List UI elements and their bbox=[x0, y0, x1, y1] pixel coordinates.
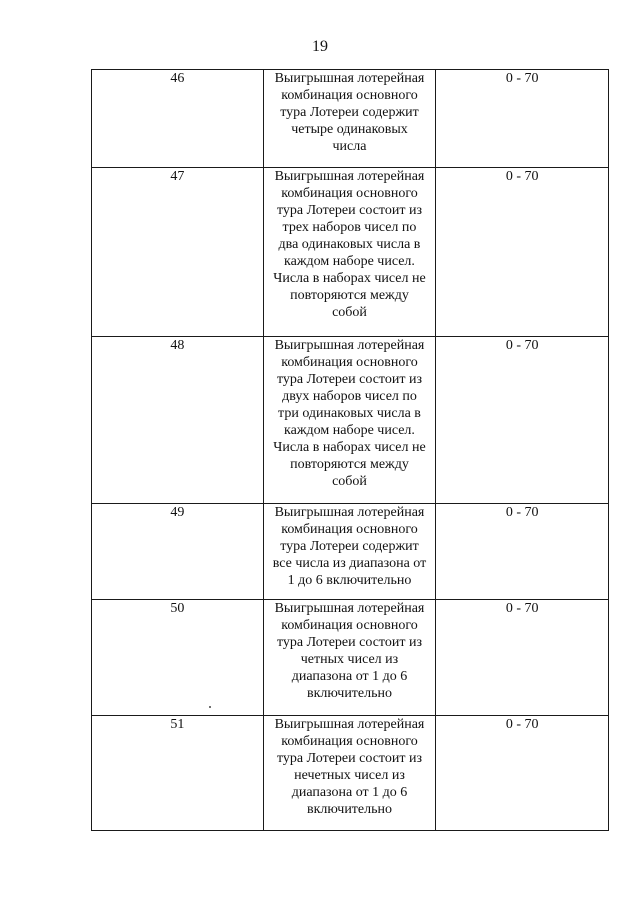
row-number: 51 bbox=[92, 716, 264, 831]
description-line: повторяются между bbox=[290, 457, 409, 472]
row-number: 46 bbox=[92, 70, 264, 168]
row-description bbox=[263, 504, 436, 600]
table-row bbox=[92, 168, 609, 337]
description-line: трех наборов чисел по bbox=[282, 220, 417, 235]
description-line: комбинация основного bbox=[281, 618, 418, 633]
lottery-combinations-table bbox=[91, 69, 609, 831]
description-line: комбинация основного bbox=[281, 522, 418, 537]
row-description bbox=[263, 716, 436, 831]
description-line: три одинаковых числа в bbox=[278, 406, 421, 421]
description-line: Выигрышная лотерейная bbox=[274, 338, 425, 353]
description-line: повторяются между bbox=[290, 288, 409, 303]
description-line: включительно bbox=[306, 686, 393, 701]
row-description bbox=[263, 337, 436, 504]
description-line: Выигрышная лотерейная bbox=[274, 505, 425, 520]
description-line: тура Лотереи состоит из bbox=[276, 372, 422, 387]
row-value: 0 - 70 bbox=[436, 600, 609, 716]
row-description bbox=[263, 70, 436, 168]
description-line: тура Лотереи состоит из bbox=[276, 751, 422, 766]
description-line: 1 до 6 включительно bbox=[287, 573, 412, 588]
description-line: комбинация основного bbox=[281, 734, 418, 749]
description-line: Выигрышная лотерейная bbox=[274, 601, 425, 616]
row-number: 49 bbox=[92, 504, 264, 600]
description-line: комбинация основного bbox=[281, 186, 418, 201]
table-row bbox=[92, 600, 609, 716]
description-line: собой bbox=[332, 305, 367, 320]
row-number: 47 bbox=[92, 168, 264, 337]
table-row bbox=[92, 716, 609, 831]
row-description bbox=[263, 168, 436, 337]
row-value: 0 - 70 bbox=[436, 168, 609, 337]
row-number: 50 bbox=[92, 600, 264, 716]
description-line: Выигрышная лотерейная bbox=[274, 717, 425, 732]
description-line: четных чисел из bbox=[300, 652, 399, 667]
description-line: Выигрышная лотерейная bbox=[274, 169, 425, 184]
description-line: диапазона от 1 до 6 bbox=[291, 785, 408, 800]
description-line: все числа из диапазона от bbox=[272, 556, 427, 571]
description-line: включительно bbox=[306, 802, 393, 817]
table-row bbox=[92, 337, 609, 504]
description-line: двух наборов чисел по bbox=[282, 389, 417, 404]
description-line: каждом наборе чисел. bbox=[284, 423, 415, 438]
row-number: 48 bbox=[92, 337, 264, 504]
page-number: 19 bbox=[312, 38, 328, 55]
description-line: тура Лотереи содержит bbox=[280, 105, 419, 120]
description-line: диапазона от 1 до 6 bbox=[291, 669, 408, 684]
description-line: собой bbox=[332, 474, 367, 489]
row-value: 0 - 70 bbox=[436, 504, 609, 600]
description-line: тура Лотереи состоит из bbox=[276, 635, 422, 650]
description-line: числа bbox=[332, 139, 367, 154]
description-line: четыре одинаковых bbox=[291, 122, 408, 137]
description-line: комбинация основного bbox=[281, 355, 418, 370]
description-line: два одинаковых числа в bbox=[278, 237, 421, 252]
description-line: нечетных чисел из bbox=[294, 768, 405, 783]
row-description bbox=[263, 600, 436, 716]
description-line: Выигрышная лотерейная bbox=[274, 71, 425, 86]
description-line: тура Лотереи содержит bbox=[280, 539, 419, 554]
row-value: 0 - 70 bbox=[436, 716, 609, 831]
table-row bbox=[92, 504, 609, 600]
description-line: каждом наборе чисел. bbox=[284, 254, 415, 269]
description-line: тура Лотереи состоит из bbox=[276, 203, 422, 218]
table-row bbox=[92, 70, 609, 168]
description-line: Числа в наборах чисел не bbox=[273, 271, 426, 286]
row-value: 0 - 70 bbox=[436, 70, 609, 168]
description-line: Числа в наборах чисел не bbox=[273, 440, 426, 455]
description-line: комбинация основного bbox=[281, 88, 418, 103]
scan-speck bbox=[209, 706, 211, 708]
row-value: 0 - 70 bbox=[436, 337, 609, 504]
